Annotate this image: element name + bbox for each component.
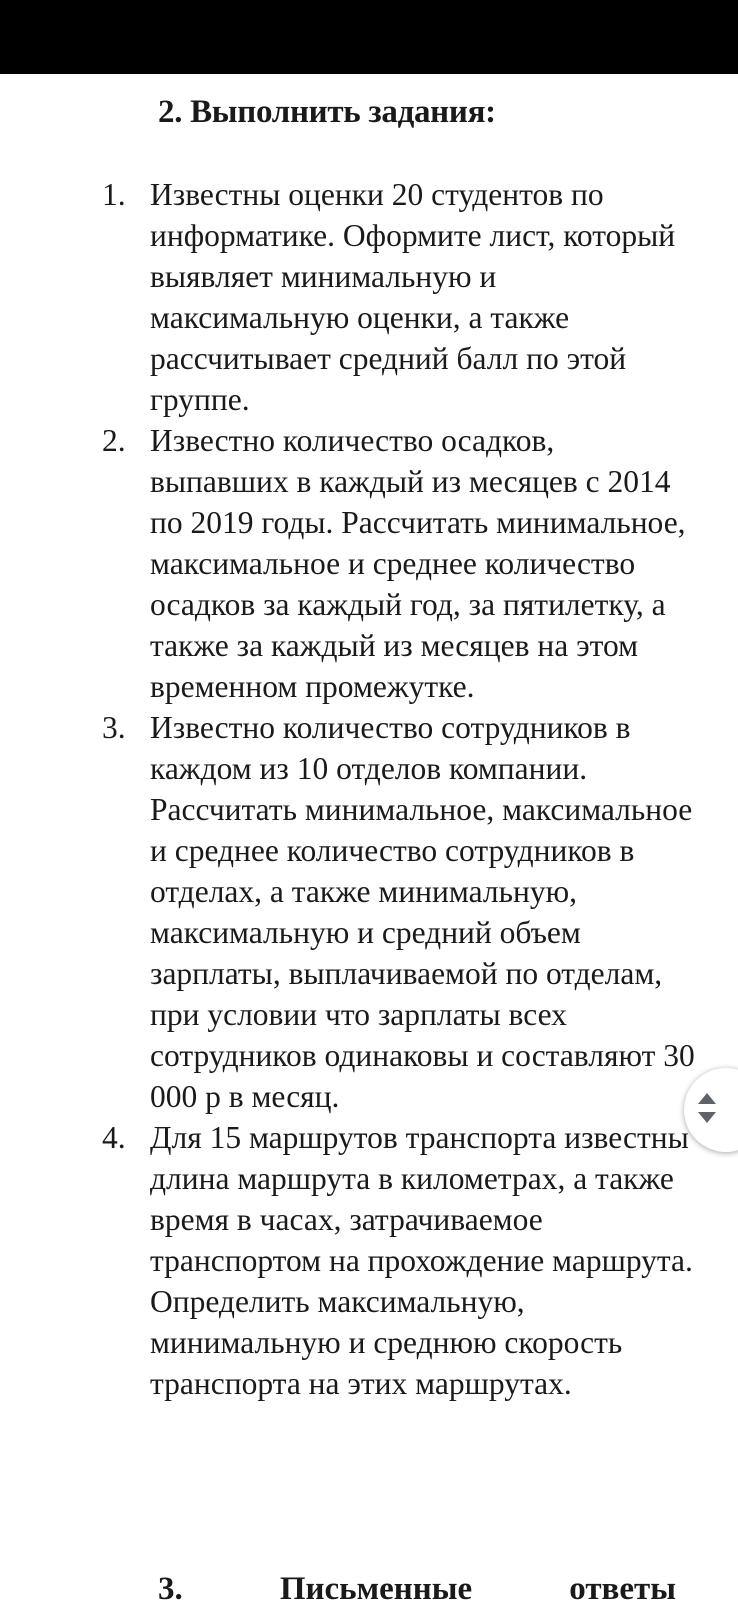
task-text: Известны оценки 20 студентов по информатике. Оформите лист, который выявляет минимальную и максимальную оценки, а также рассчитывает средний балл по этой группе. (150, 177, 676, 417)
chevron-up-icon (698, 1093, 716, 1104)
chevron-down-icon (698, 1112, 716, 1123)
task-text: Для 15 маршрутов транспорта известны длина маршрута в километрах, а также время в часах, затрачиваемое транспортом на прохождение маршрута. Определить максимальную, минимальную и среднюю скорость транспорта на этих маршрутах. (150, 1120, 693, 1401)
task-item (0, 420, 738, 707)
task-number: 2. (102, 423, 126, 458)
next-section-heading (158, 1569, 676, 1600)
task-text: Известно количество осадков, выпавших в каждый из месяцев с 2014 по 2019 годы. Рассчитать минимальное, максимальное и среднее количество осадков за каждый год, за пятилетку, а также за каждый из месяцев на этом временном промежутке. (150, 423, 686, 704)
task-item (0, 174, 738, 420)
task-item (0, 1117, 738, 1404)
next-section-word: ответы (569, 1571, 676, 1600)
task-text: Известно количество сотрудников в каждом из 10 отделов компании. Рассчитать минимальное, максимальное и среднее количество сотрудников в отделах, а также минимальную, максимальную и средний объем зарплаты, выплачиваемой по отделам, при условии что зарплаты всех сотрудников одинаковы и составляют 30 000 р в месяц. (150, 710, 695, 1114)
next-section-number: 3. (158, 1571, 183, 1600)
task-number: 4. (102, 1120, 126, 1155)
task-number: 1. (102, 177, 126, 212)
section-title: 2. Выполнить задания: (158, 94, 496, 130)
task-list (0, 174, 738, 1404)
task-number: 3. (102, 710, 126, 745)
document-page (0, 74, 738, 1600)
next-section-word: Письменные (279, 1571, 473, 1600)
task-item (0, 707, 738, 1117)
top-status-bar (0, 0, 738, 74)
